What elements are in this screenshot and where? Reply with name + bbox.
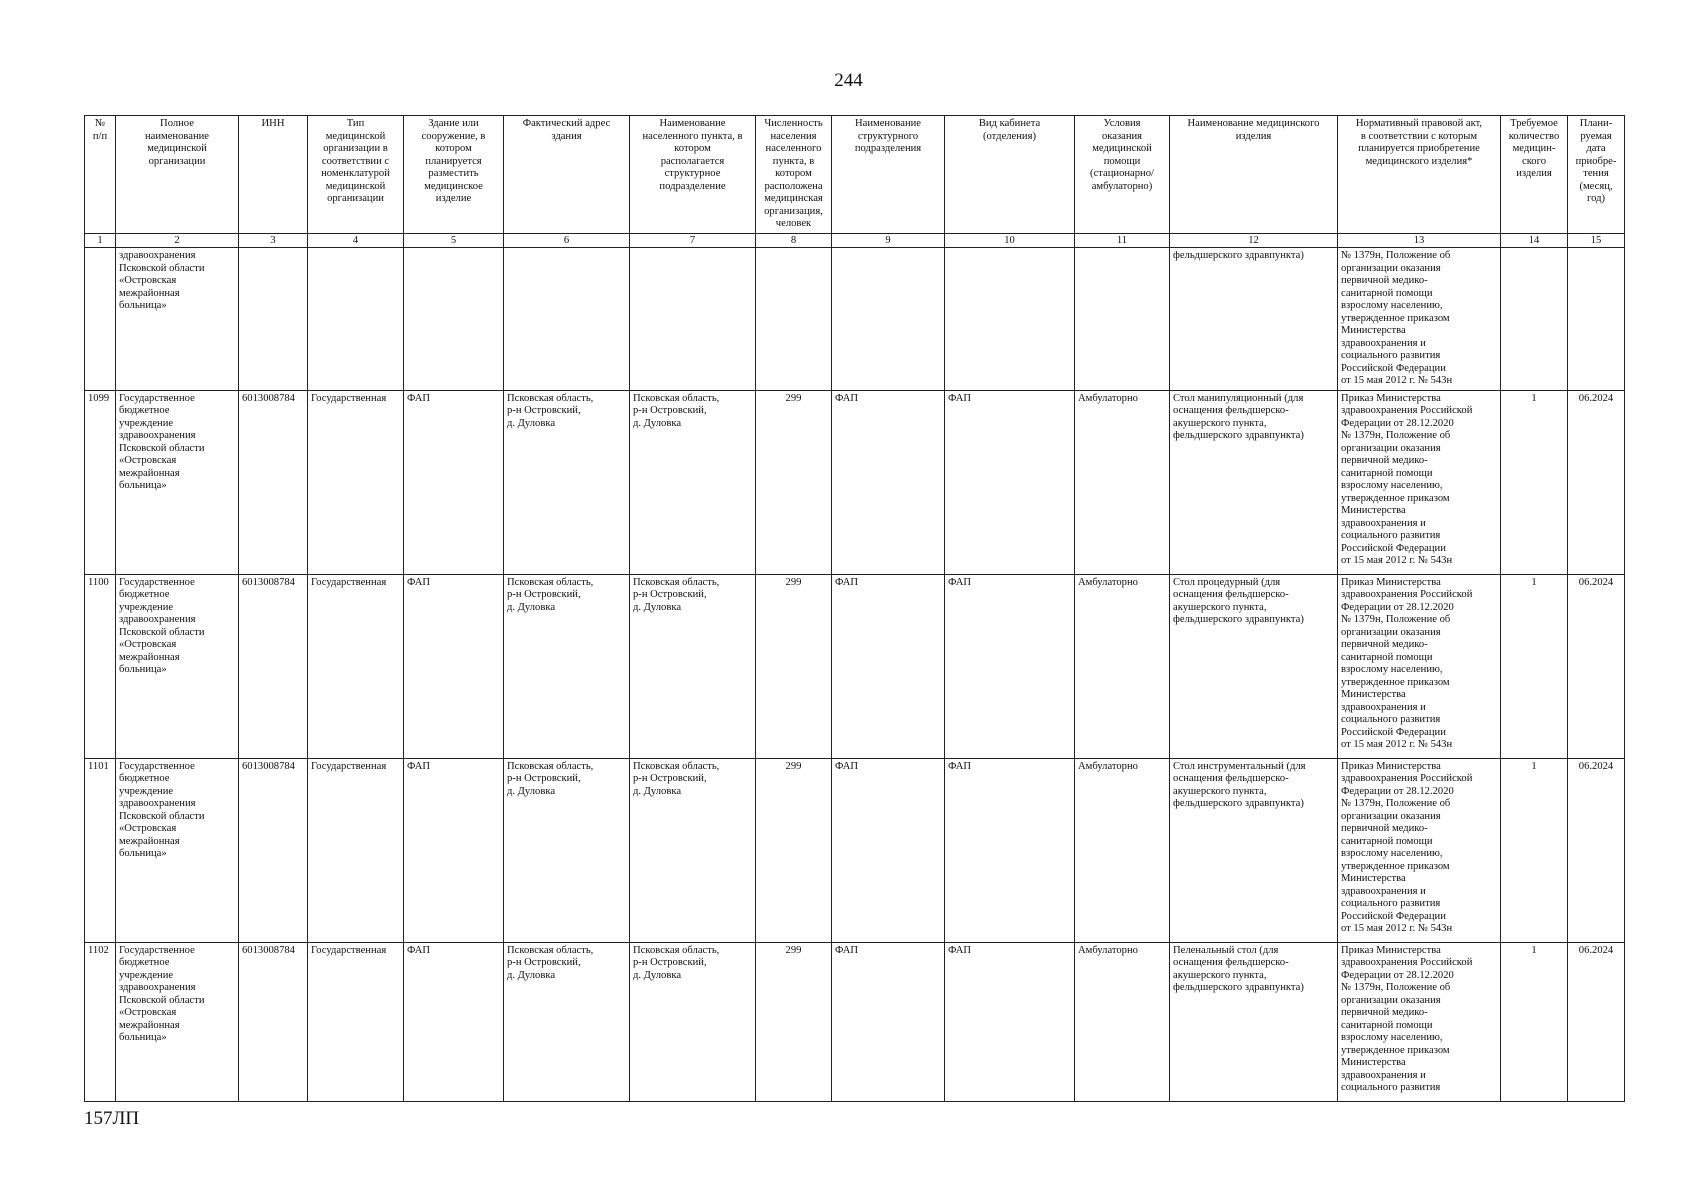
cell-inn: 6013008784 — [239, 574, 308, 758]
cell-qty: 1 — [1501, 390, 1568, 574]
cell-address: Псковская область, р-н Островский, д. Дуловка — [504, 942, 630, 1101]
table-row — [85, 390, 1625, 574]
cell-date — [1568, 248, 1625, 391]
cell-unit — [832, 248, 945, 391]
col-number: 15 — [1568, 234, 1625, 248]
col-header-locality: Наименование населенного пункта, в котором располагается структурное подразделение — [630, 116, 756, 234]
cell-org: здравоохранения Псковской области «Островская межрайонная больница» — [116, 248, 239, 391]
cell-act: Приказ Министерства здравоохранения Российской Федерации от 28.12.2020 № 1379н, Положение об организации оказания первичной медико- санитарной помощи взрослому населению, утвержденное приказом Министерства здравоохранения и социального развития Российской Федерации от 15 мая 2012 г. № 543н — [1338, 574, 1501, 758]
col-header-device: Наименование медицинского изделия — [1170, 116, 1338, 234]
cell-qty: 1 — [1501, 574, 1568, 758]
cell-num: 1102 — [85, 942, 116, 1101]
col-header-unit: Наименование структурного подразделения — [832, 116, 945, 234]
cell-date: 06.2024 — [1568, 574, 1625, 758]
cell-type: Государственная — [308, 390, 404, 574]
col-header-act: Нормативный правовой акт, в соответствии с которым планируется приобретение медицинского изделия* — [1338, 116, 1501, 234]
col-header-org: Полное наименование медицинской организации — [116, 116, 239, 234]
cell-cabinet: ФАП — [945, 390, 1075, 574]
col-header-population: Численность населения населенного пункта, в котором расположена медицинская организация, человек — [756, 116, 832, 234]
column-number-row — [85, 234, 1625, 248]
cell-device: Стол манипуляционный (для оснащения фельдшерско- акушерского пункта, фельдшерского здравпункта) — [1170, 390, 1338, 574]
cell-qty: 1 — [1501, 758, 1568, 942]
cell-org: Государственное бюджетное учреждение здравоохранения Псковской области «Островская межрайонная больница» — [116, 574, 239, 758]
cell-building: ФАП — [404, 758, 504, 942]
col-header-cabinet: Вид кабинета (отделения) — [945, 116, 1075, 234]
cell-locality: Псковская область, р-н Островский, д. Дуловка — [630, 758, 756, 942]
cell-conditions: Амбулаторно — [1075, 574, 1170, 758]
cell-type: Государственная — [308, 574, 404, 758]
cell-date: 06.2024 — [1568, 758, 1625, 942]
cell-building — [404, 248, 504, 391]
cell-cabinet: ФАП — [945, 574, 1075, 758]
cell-conditions: Амбулаторно — [1075, 942, 1170, 1101]
cell-building: ФАП — [404, 574, 504, 758]
cell-device: Стол процедурный (для оснащения фельдшерско- акушерского пункта, фельдшерского здравпункта) — [1170, 574, 1338, 758]
col-number: 2 — [116, 234, 239, 248]
col-number: 12 — [1170, 234, 1338, 248]
col-number: 9 — [832, 234, 945, 248]
col-number: 7 — [630, 234, 756, 248]
col-number: 3 — [239, 234, 308, 248]
table-row — [85, 942, 1625, 1101]
cell-address: Псковская область, р-н Островский, д. Дуловка — [504, 574, 630, 758]
cell-inn — [239, 248, 308, 391]
cell-act: № 1379н, Положение об организации оказания первичной медико- санитарной помощи взрослому населению, утвержденное приказом Министерства здравоохранения и социального развития Российской Федерации от 15 мая 2012 г. № 543н — [1338, 248, 1501, 391]
col-number: 11 — [1075, 234, 1170, 248]
cell-inn: 6013008784 — [239, 758, 308, 942]
cell-conditions — [1075, 248, 1170, 391]
cell-type: Государственная — [308, 758, 404, 942]
cell-device: фельдшерского здравпункта) — [1170, 248, 1338, 391]
header-row — [85, 116, 1625, 234]
col-header-inn: ИНН — [239, 116, 308, 234]
cell-type: Государственная — [308, 942, 404, 1101]
cell-unit: ФАП — [832, 390, 945, 574]
cell-num: 1099 — [85, 390, 116, 574]
col-number: 1 — [85, 234, 116, 248]
cell-address: Псковская область, р-н Островский, д. Дуловка — [504, 390, 630, 574]
col-number: 4 — [308, 234, 404, 248]
cell-device: Пеленальный стол (для оснащения фельдшерско- акушерского пункта, фельдшерского здравпункта) — [1170, 942, 1338, 1101]
cell-inn: 6013008784 — [239, 390, 308, 574]
cell-locality — [630, 248, 756, 391]
page-number: 244 — [834, 70, 863, 91]
cell-inn: 6013008784 — [239, 942, 308, 1101]
cell-qty: 1 — [1501, 942, 1568, 1101]
col-number: 10 — [945, 234, 1075, 248]
col-header-date: Плани- руемая дата приобре- тения (месяц, год) — [1568, 116, 1625, 234]
cell-population: 299 — [756, 574, 832, 758]
col-header-num: № п/п — [85, 116, 116, 234]
cell-building: ФАП — [404, 942, 504, 1101]
equipment-table — [84, 115, 1625, 1102]
col-header-qty: Требуемое количество медицин- ского изделия — [1501, 116, 1568, 234]
col-number: 8 — [756, 234, 832, 248]
cell-num: 1100 — [85, 574, 116, 758]
col-header-address: Фактический адрес здания — [504, 116, 630, 234]
col-header-conditions: Условия оказания медицинской помощи (стационарно/ амбулаторно) — [1075, 116, 1170, 234]
document-code: 157ЛП — [84, 1108, 140, 1129]
cell-org: Государственное бюджетное учреждение здравоохранения Псковской области «Островская межрайонная больница» — [116, 942, 239, 1101]
cell-act: Приказ Министерства здравоохранения Российской Федерации от 28.12.2020 № 1379н, Положение об организации оказания первичной медико- санитарной помощи взрослому населению, утвержденное приказом Министерства здравоохранения и социального развития — [1338, 942, 1501, 1101]
cell-cabinet: ФАП — [945, 758, 1075, 942]
cell-population — [756, 248, 832, 391]
cell-building: ФАП — [404, 390, 504, 574]
continuation-row — [85, 248, 1625, 391]
cell-population: 299 — [756, 942, 832, 1101]
cell-address: Псковская область, р-н Островский, д. Дуловка — [504, 758, 630, 942]
col-number: 14 — [1501, 234, 1568, 248]
col-header-building: Здание или сооружение, в котором планируется разместить медицинское изделие — [404, 116, 504, 234]
cell-address — [504, 248, 630, 391]
cell-unit: ФАП — [832, 942, 945, 1101]
cell-device: Стол инструментальный (для оснащения фельдшерско- акушерского пункта, фельдшерского здравпункта) — [1170, 758, 1338, 942]
col-number: 5 — [404, 234, 504, 248]
col-header-type: Тип медицинской организации в соответствии с номенклатурой медицинской организации — [308, 116, 404, 234]
cell-locality: Псковская область, р-н Островский, д. Дуловка — [630, 942, 756, 1101]
cell-date: 06.2024 — [1568, 942, 1625, 1101]
cell-act: Приказ Министерства здравоохранения Российской Федерации от 28.12.2020 № 1379н, Положение об организации оказания первичной медико- санитарной помощи взрослому населению, утвержденное приказом Министерства здравоохранения и социального развития Российской Федерации от 15 мая 2012 г. № 543н — [1338, 758, 1501, 942]
cell-org: Государственное бюджетное учреждение здравоохранения Псковской области «Островская межрайонная больница» — [116, 758, 239, 942]
cell-cabinet — [945, 248, 1075, 391]
table-row — [85, 574, 1625, 758]
cell-locality: Псковская область, р-н Островский, д. Дуловка — [630, 574, 756, 758]
cell-locality: Псковская область, р-н Островский, д. Дуловка — [630, 390, 756, 574]
cell-unit: ФАП — [832, 574, 945, 758]
cell-qty — [1501, 248, 1568, 391]
cell-population: 299 — [756, 758, 832, 942]
cell-date: 06.2024 — [1568, 390, 1625, 574]
cell-num: 1101 — [85, 758, 116, 942]
cell-type — [308, 248, 404, 391]
cell-act: Приказ Министерства здравоохранения Российской Федерации от 28.12.2020 № 1379н, Положение об организации оказания первичной медико- санитарной помощи взрослому населению, утвержденное приказом Министерства здравоохранения и социального развития Российской Федерации от 15 мая 2012 г. № 543н — [1338, 390, 1501, 574]
cell-conditions: Амбулаторно — [1075, 758, 1170, 942]
cell-population: 299 — [756, 390, 832, 574]
col-number: 6 — [504, 234, 630, 248]
cell-cabinet: ФАП — [945, 942, 1075, 1101]
cell-org: Государственное бюджетное учреждение здравоохранения Псковской области «Островская межрайонная больница» — [116, 390, 239, 574]
cell-num — [85, 248, 116, 391]
table-row — [85, 758, 1625, 942]
cell-conditions: Амбулаторно — [1075, 390, 1170, 574]
col-number: 13 — [1338, 234, 1501, 248]
cell-unit: ФАП — [832, 758, 945, 942]
